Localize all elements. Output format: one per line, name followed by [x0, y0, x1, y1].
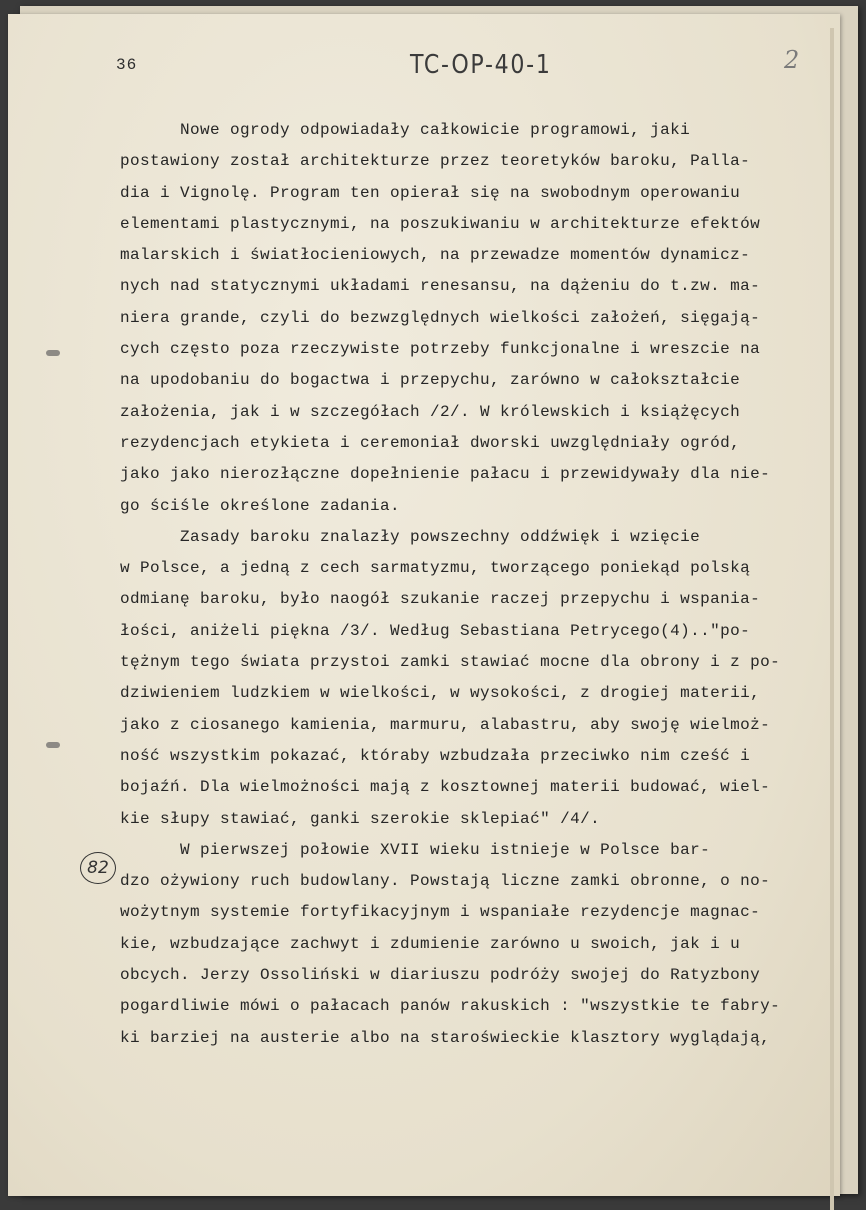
- text-line: Zasady baroku znalazły powszechny oddźwięk i wzięcie: [120, 527, 701, 546]
- body-text: [120, 115, 840, 1054]
- text-line: bojaźń. Dla wielmożności mają z kosztownej materii budować, wiel-: [120, 778, 771, 797]
- text-line: nych nad statycznymi układami renesansu, na dążeniu do t.zw. ma-: [120, 277, 761, 296]
- text-line: W pierwszej połowie XVII wieku istnieje w Polsce bar-: [120, 840, 711, 859]
- text-line: kie słupy stawiać, ganki szerokie sklepiać" /4/.: [120, 809, 601, 828]
- text-line: ność wszystkim pokazać, któraby wzbudzała przeciwko nim cześć i: [120, 746, 751, 765]
- text-line: kie, wzbudzające zachwyt i zdumienie zarówno u swoich, jak i u: [120, 934, 741, 953]
- text-line: elementami plastycznymi, na poszukiwaniu w architekturze efektów: [120, 214, 761, 233]
- text-line: w Polsce, a jedną z cech sarmatyzmu, tworzącego poniekąd polską: [120, 559, 751, 578]
- text-line: założenia, jak i w szczegółach /2/. W królewskich i książęcych: [120, 402, 741, 421]
- text-line: niera grande, czyli do bezwzględnych wielkości założeń, sięgają-: [120, 308, 761, 327]
- text-line: dziwieniem ludzkiem w wielkości, w wysokości, z drogiej materii,: [120, 684, 761, 703]
- text-line: obcych. Jerzy Ossoliński w diariuszu podróży swojej do Ratyzbony: [120, 966, 761, 985]
- text-line: na upodobaniu do bogactwa i przepychu, zarówno w całokształcie: [120, 371, 741, 390]
- punch-hole: [46, 742, 60, 748]
- text-line: jako z ciosanego kamienia, marmuru, alabastru, aby swoję wielmoż-: [120, 715, 771, 734]
- page-number: 36: [116, 56, 138, 74]
- text-line: malarskich i światłocieniowych, na przewadze momentów dynamicz-: [120, 246, 751, 265]
- text-line: go ściśle określone zadania.: [120, 496, 401, 515]
- text-line: wożytnym systemie fortyfikacyjnym i wspaniałe rezydencje magnac-: [120, 903, 761, 922]
- text-line: postawiony został architekturze przez teoretyków baroku, Palla-: [120, 152, 751, 171]
- text-line: jako jako nierozłączne dopełnienie pałacu i przewidywały dla nie-: [120, 465, 771, 484]
- text-line: dia i Vignolę. Program ten opierał się na swobodnym operowaniu: [120, 183, 741, 202]
- text-line: łości, aniżeli piękna /3/. Według Sebastiana Petrycego(4).."po-: [120, 621, 751, 640]
- archive-signature: TC-OP-40-1: [410, 50, 552, 80]
- text-line: dzo ożywiony ruch budowlany. Powstają liczne zamki obronne, o no-: [120, 872, 771, 891]
- text-line: tężnym tego świata przystoi zamki stawiać mocne dla obrony i z po-: [120, 653, 781, 672]
- text-line: odmianę baroku, było naogół szukanie raczej przepychu i wspania-: [120, 590, 761, 609]
- sheet-number: 2: [784, 46, 800, 74]
- margin-annotation: 82: [80, 852, 116, 884]
- punch-hole: [46, 350, 60, 356]
- text-line: ki barziej na austerie albo na staroświeckie klasztory wyglądają,: [120, 1028, 771, 1047]
- text-line: cych często poza rzeczywiste potrzeby funkcjonalne i wreszcie na: [120, 340, 761, 359]
- text-line: rezydencjach etykieta i ceremoniał dworski uwzględniały ogród,: [120, 433, 741, 452]
- text-line: pogardliwie mówi o pałacach panów rakuskich : "wszystkie te fabry-: [120, 997, 781, 1016]
- text-line: Nowe ogrody odpowiadały całkowicie programowi, jaki: [120, 121, 691, 139]
